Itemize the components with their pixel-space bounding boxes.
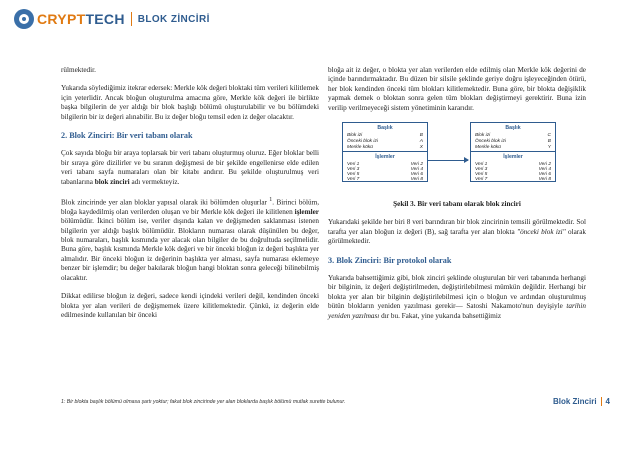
paragraph <box>328 218 586 246</box>
block-chain-diagram <box>328 122 586 192</box>
section-heading: 2. Blok Zinciri: Bir veri tabanı olarak <box>61 131 193 141</box>
header-row-label: Blok izi <box>347 133 363 139</box>
header-row <box>475 143 551 152</box>
brand-name <box>37 11 125 27</box>
tx-cell: Veri 8 <box>410 177 423 183</box>
tx-cell: Veri 1 <box>475 162 488 168</box>
page-marker <box>553 397 610 406</box>
paragraph <box>328 274 586 321</box>
section-title: BLOK ZİNCİRİ <box>137 13 210 25</box>
tx-cell: Veri 8 <box>538 177 551 183</box>
header-divider <box>131 12 132 26</box>
tx-cell: Veri 2 <box>538 162 551 168</box>
right-column <box>328 66 586 330</box>
text-run: bölümüdür. İkinci bölüm ise, veriler dışında kalan ve değişmeden saklanması istenen bilgilerin yer aldığı başlık bölümüdür. Blokların numarası olarak düşünülen bu değer, blok numaraları, başlık kısmında yer alacak olan bilgiler de bu doğrultuda seçilmelidir. Buna göre, başlık kısmında Merkle kök değeri ve bir önceki bloğun iz değeri başlıkta yer almalıdır. Bir önceki bloğun iz değerinin başlıkta yer alması, sayfa numarası eklemeye benzer bir işlemdir; bu değer bakılarak bloğun hangi bloktan sonra geleceği bilinebilmiş olacaktır. <box>61 217 319 282</box>
block-tx-title: İşlemler <box>375 154 395 161</box>
tx-cell: Veri 3 <box>475 167 488 173</box>
tx-cell: Veri 1 <box>347 162 360 168</box>
brand-part2: TECH <box>85 11 125 27</box>
footnote-ref: 1 <box>269 197 273 204</box>
paragraph <box>61 149 319 187</box>
header-row-label: Önceki blok izi <box>475 139 506 145</box>
header-row-label: Merkle kökü <box>347 145 373 151</box>
block-right <box>470 122 556 182</box>
tx-row <box>475 175 551 184</box>
tx-cell: Veri 2 <box>410 162 423 168</box>
tx-cell: Veri 4 <box>538 167 551 173</box>
text-run: Yukarıda bahsettiğimiz gibi, blok zinciri şeklinde oluşturulan bir veri tabanında herhangi bir bilginin, iz değeri değiştirilmeden, değiştirilebilmesi mümkün değildir. Herhangi bir blokta yer alan bir bilginin değiştirilebilmesi için o bloğun ve ardından oluşturulmuş bütün blokların yeniden yazılması gerekir— Satoshi Nakamoto'nun deyişiyle <box>328 274 586 311</box>
tx-cell: Veri 7 <box>347 177 360 183</box>
left-column <box>61 66 319 329</box>
header-row-label: Önceki blok izi <box>347 139 378 145</box>
text-run: Çok sayıda bloğu bir araya toplarsak bir veri tabanı oluşturmuş oluruz. Eğer bloklar belli bir sıraya göre dizilirler ve bu sıranın değişmesi de bir şekilde engellenirse elde edilen veri tabanı sayfa numaraları olan bir kitabı andırır. Bu şekilde oluşturulmuş veri tabanlarına <box>61 149 319 186</box>
header-row-value: B <box>547 139 551 145</box>
tx-cell: Veri 4 <box>410 167 423 173</box>
brand-part1: CRYPT <box>37 11 86 27</box>
tx-cell: Veri 6 <box>538 172 551 178</box>
block-left <box>342 122 428 182</box>
header-row-value: X <box>419 145 423 151</box>
header-row-label: Merkle kökü <box>475 145 501 151</box>
block-header-title: Başlık <box>377 125 393 132</box>
paragraph <box>61 196 319 283</box>
tx-cell: Veri 7 <box>475 177 488 183</box>
page-header <box>14 8 210 30</box>
paragraph: Dikkat edilirse bloğun iz değeri, sadece kendi içindeki verileri değil, kendinden önceki blokta yer alan verileri de değişmemek üzere kilitlemektedir. Çünkü, iz değerin elde edilmesinde kullanılan bir önceki <box>61 292 319 319</box>
text-run: dır bu. Fakat, yine yukarıda bahsettiğimiz <box>379 311 502 320</box>
italic-term: "önceki blok izi" <box>517 227 566 236</box>
tx-row <box>347 175 423 184</box>
header-row-value: B <box>419 133 423 139</box>
text-run: Blok zincirinde yer alan bloklar yapısal olarak iki bölümden oluşurlar <box>61 198 270 207</box>
text-run: adı vermekteyiz. <box>129 177 180 186</box>
cryptech-logo-icon <box>14 9 34 29</box>
paragraph: bloğa ait iz değer, o blokta yer alan verilerden elde edilmiş olan Merkle kök değerini de içinde barındırmaktadır. Bu düzen bir silsile şeklinde geriye doğru işleyeceğinden ötürü, her blok kendinden önceki tüm blokları kilitlemektedir. Buna göre, bir blokta değişiklik yapmak demek o bloktan sonra gelen tüm blokları değiştirmeyi gerektirir. Buna izin verilip verilmeyeceği sistem yönetiminin kararıdır. <box>328 66 586 112</box>
tx-cell: Veri 5 <box>475 172 488 178</box>
italic-term: tarihin yeniden yazılması <box>328 302 586 320</box>
bold-term: işlemler <box>294 207 319 216</box>
header-row <box>347 143 423 152</box>
text-run: Yukarıdaki şekilde her biri 8 veri barındıran bir blok zincirinin temsili görülmektedir. Sol tarafta yer alan bloğun iz değeri (B), sağ tarafta yer alan blokta <box>328 218 586 236</box>
link-arrow-icon <box>428 160 468 161</box>
block-tx-title: İşlemler <box>503 154 523 161</box>
tx-cell: Veri 6 <box>410 172 423 178</box>
header-row-label: Blok izi <box>475 133 491 139</box>
header-row-value: Y <box>547 145 551 151</box>
tx-cell: Veri 3 <box>347 167 360 173</box>
page-footer <box>61 397 610 406</box>
footnote: 1: Bir blokta başlık bölümü olmasa şartı yoktur; fakat blok zincirinde yer alan bloklarda başlık bölümü mutlak surette bulunur. <box>61 398 346 405</box>
page-number: 4 <box>605 397 610 406</box>
text-run: olarak görülmektedir. <box>328 227 586 246</box>
bold-term: blok zinciri <box>94 177 130 186</box>
text-run: . Birinci bölüm, bloğa kaydedilmiş olan verilerden oluşan ve bir Merkle kök değeri ile kilitlenen <box>61 198 319 216</box>
block-header-title: Başlık <box>505 125 521 132</box>
header-row-value: A <box>419 139 423 145</box>
page-label: Blok Zinciri <box>552 397 597 406</box>
tx-cell: Veri 5 <box>347 172 360 178</box>
paragraph: rülmektedir. <box>61 66 96 74</box>
header-row-value: C <box>547 133 551 139</box>
figure-caption: Şekil 3. Bir veri tabanı olarak blok zinciri <box>393 200 521 209</box>
page-divider <box>601 397 602 406</box>
section-heading: 3. Blok Zinciri: Bir protokol olarak <box>328 255 452 265</box>
paragraph: Yukarıda söylediğimiz itekrar edersek: Merkle kök değeri bloktaki tüm verileri kilitlemek için yeterlidir. Ancak bloğun oluşturulma amacına göre, Merkle kök değeri ile birlikte başka bilgilerin de yer aldığı bir blok başlığı bölümü oluşturulabilir ve bu bölümdeki bilgilerin bir iz değeri alınabilir. Bu iz değer bloğu temsil eden iz değer olacaktır. <box>61 84 319 121</box>
